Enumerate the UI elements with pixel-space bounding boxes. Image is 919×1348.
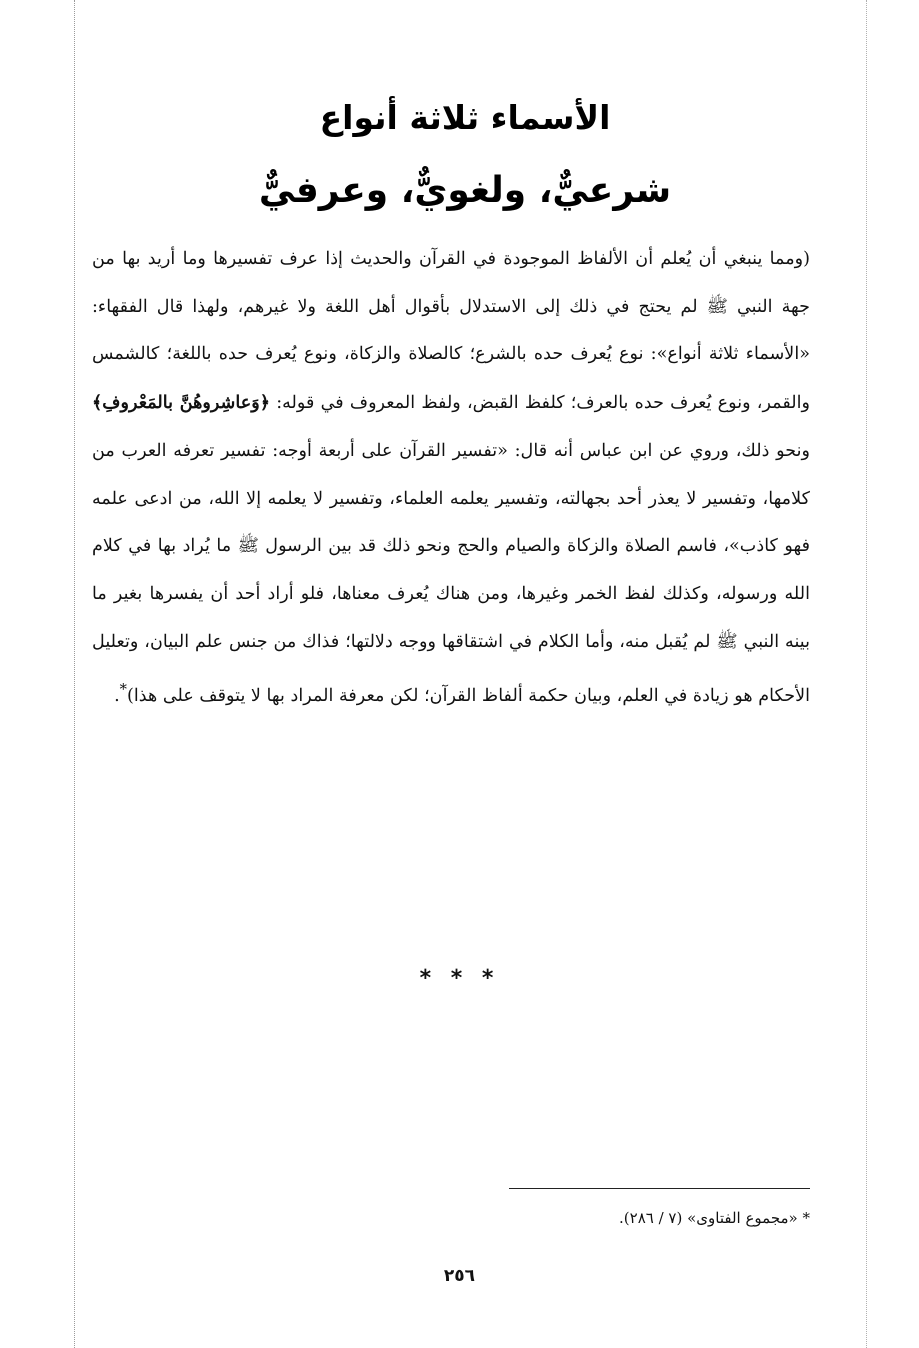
paragraph-text-after-ayah: ونحو ذلك، وروي عن ابن عباس أنه قال: «تفسير القرآن على أربعة أوجه: تفسير تعرفه العرب من كلامها، وتفسير لا يعذر أحد بجهالته، وتفسير يعلمه العلماء، وتفسير لا يعلمه إلا الله، من ادعى علمه فهو كاذب»، فاسم الصلاة والزكاة والصيام والحج ونحو ذلك قد بين الرسول ﷺ ما يُراد بها في كلام الله ورسوله، وكذلك لفظ الخمر وغيرها، ومن هناك يُعرف معناها، فلو أراد أحد أن يفسرها بغير ما بينه النبي ﷺ لم يُقبل منه، وأما الكلام في اشتقاقها ووجه دلالتها؛ فذاك من جنس علم البيان، وتعليل الأحكام هو زيادة في العلم، وبيان حكمة ألفاظ القرآن؛ لكن معرفة المراد بها لا يتوقف على هذا) bbox=[92, 440, 810, 707]
scan-edge-left bbox=[74, 0, 75, 1348]
paragraph-closing: . bbox=[114, 686, 120, 707]
footnote-marker: * bbox=[119, 681, 127, 699]
quran-verse: ﴿وَعاشِروهُنَّ بالمَعْروفِ﴾ bbox=[92, 392, 271, 414]
chapter-subtitle: شرعيٌّ، ولغويٌّ، وعرفيٌّ bbox=[258, 170, 672, 211]
scan-edge-right bbox=[866, 0, 867, 1348]
paragraph-text-before-ayah: (ومما ينبغي أن يُعلم أن الألفاظ الموجودة في القرآن والحديث إذا عرف تفسيرها وما أريد بها من جهة النبي ﷺ لم يحتج في ذلك إلى الاستدلال بأقوال أهل اللغة ولا غيرهم، ولهذا قال الفقهاء: «الأسماء ثلاثة أنواع»: نوع يُعرف حده بالشرع؛ كالصلاة والزكاة، ونوع يُعرف حده باللغة؛ كالشمس والقمر، ونوع يُعرف حده بالعرف؛ كلفظ القبض، ولفظ المعروف في قوله: bbox=[92, 249, 810, 414]
page-number: ٢٥٦ bbox=[443, 1266, 476, 1286]
footnote: * «مجموع الفتاوى» (٧ / ٢٨٦). bbox=[619, 1209, 810, 1227]
main-paragraph bbox=[92, 236, 810, 721]
chapter-title: الأسماء ثلاثة أنواع bbox=[319, 98, 611, 137]
section-separator: * * * bbox=[419, 966, 500, 991]
footnote-divider bbox=[509, 1188, 810, 1189]
